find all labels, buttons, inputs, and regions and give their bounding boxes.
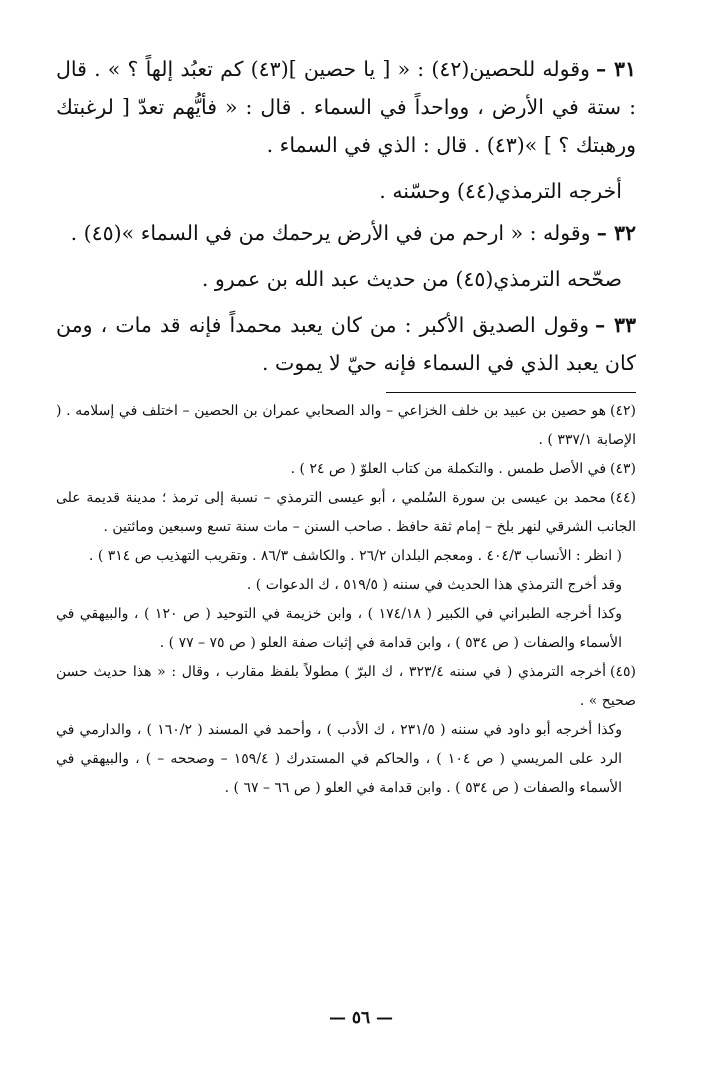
paragraph-number: ٣١ – (595, 57, 637, 81)
footnote-44 (56, 484, 636, 542)
footnotes (56, 397, 636, 803)
page-number: — ٥٦ — (328, 1008, 394, 1028)
book-page (56, 50, 636, 1050)
paragraph-text: وقول الصديق الأكبر : من كان يعبد محمداً فإنه قد مات ، ومن كان يعبد الذي في السماء فإنه حيّ لا يموت . (56, 313, 636, 375)
footnote-42 (56, 397, 636, 455)
footnote-number: (٤٥) (610, 664, 636, 680)
footnote-44-tirmidhi: وقد أخرج الترمذي هذا الحديث في سننه ( ٥١٩/٥ ، ك الدعوات ) . (246, 577, 622, 593)
main-text (56, 50, 636, 382)
footnote-text: محمد بن عيسى بن سورة السُلمي ، أبو عيسى الترمذي – نسبة إلى ترمذ ؛ مدينة قديمة على الجانب الشرقي لنهر بلخ – إمام ثقة حافظ . صاحب السنن – مات سنة تسع وسبعين ومائتين . (56, 490, 636, 535)
paragraph-31-note: أخرجه الترمذي(٤٤) وحسّنه . (379, 179, 622, 203)
footnote-44-references: ( انظر : الأنساب ٤٠٤/٣ . ومعجم البلدان ٢٦/٢ . والكاشف ٨٦/٣ . وتقريب التهذيب ص ٣١٤ ) . (88, 548, 622, 564)
paragraph-31 (56, 50, 636, 164)
paragraph-text: وقوله للحصين(٤٢) : « [ يا حصين ](٤٣) كم تعبُد إلهاً ؟ » . قال : ستة في الأرض ، وواحداً في السماء . قال : « فأيُّهم تعدّ [ لرغبتك ورهبتك ؟ ] »(٤٣) . قال : الذي في السماء . (56, 57, 636, 157)
footnote-text: أخرجه الترمذي ( في سننه ٣٢٣/٤ ، ك البرّ ) مطولاً بلفظ مقارب ، وقال : « هذا حديث حسن صحيح » . (56, 664, 636, 709)
footnote-text: هو حصين بن عبيد بن خلف الخزاعي – والد الصحابي عمران بن الحصين – اختلف في إسلامه . ( الإصابة ٣٣٧/١ ) . (56, 403, 636, 448)
footnote-45-others: وكذا أخرجه أبو داود في سننه ( ٢٣١/٥ ، ك الأدب ) ، وأحمد في المسند ( ١٦٠/٢ ) ، والدارمي في الرد على المريسي ( ص ١٠٤ ) ، والحاكم في المستدرك ( ١٥٩/٤ – وصححه – ) ، والبيهقي في الأسماء والصفات ( ص ٥٣٤ ) . وابن قدامة في العلو ( ص ٦٦ – ٦٧ ) . (56, 722, 622, 796)
footnote-divider (386, 392, 636, 393)
paragraph-number: ٣٢ – (596, 221, 636, 245)
footnote-number: (٤٤) (610, 490, 636, 506)
footnote-44-others: وكذا أخرجه الطبراني في الكبير ( ١٧٤/١٨ ) ، وابن خزيمة في التوحيد ( ص ١٢٠ ) ، والبيهقي في الأسماء والصفات ( ص ٥٣٤ ) ، وابن قدامة في إثبات صفة العلو ( ص ٧٥ – ٧٧ ) . (56, 606, 622, 651)
footnote-text: في الأصل طمس . والتكملة من كتاب العلوّ ( ص ٢٤ ) . (290, 461, 607, 477)
footnote-43 (56, 455, 636, 484)
paragraph-32 (56, 214, 636, 252)
paragraph-33 (56, 306, 636, 382)
paragraph-number: ٣٣ – (594, 313, 636, 337)
paragraph-32-note: صحّحه الترمذي(٤٥) من حديث عبد الله بن عمرو . (201, 267, 622, 291)
footnote-number: (٤٣) (610, 461, 636, 477)
footnote-number: (٤٢) (610, 403, 636, 419)
footnote-45 (56, 658, 636, 716)
paragraph-text: وقوله : « ارحم من في الأرض يرحمك من في السماء »(٤٥) . (70, 221, 591, 245)
